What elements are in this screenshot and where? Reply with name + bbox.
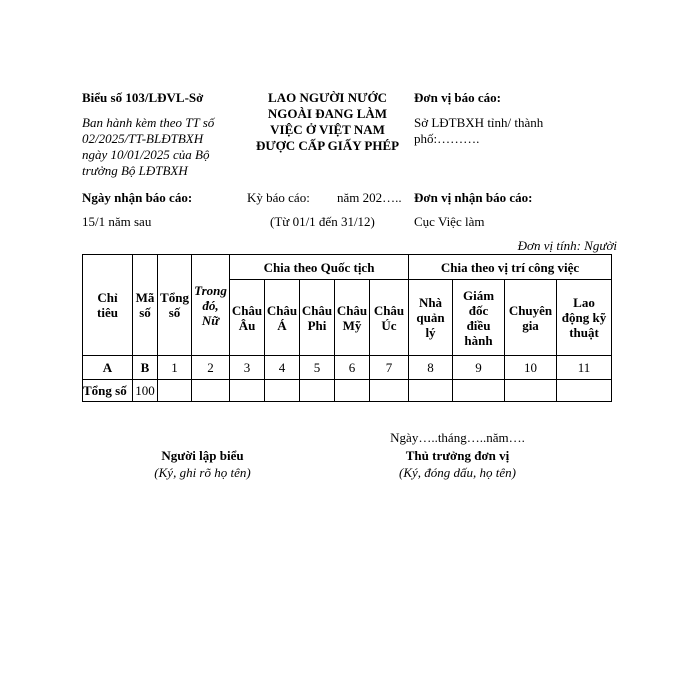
col-oceania: Châu Úc [370, 280, 409, 356]
period-range: (Từ 01/1 đến 31/12) [270, 214, 375, 229]
issued-line: Ban hành kèm theo TT số [82, 115, 215, 130]
head-title: Thủ trưởng đơn vị [405, 448, 510, 463]
col-africa: Châu Phi [300, 280, 335, 356]
col-total: Tổng số [158, 255, 192, 356]
reporting-unit-value [414, 115, 594, 147]
table-cell[interactable] [370, 380, 409, 402]
column-code: A [83, 356, 133, 380]
report-title [240, 90, 415, 154]
col-expert: Chuyên gia [505, 280, 557, 356]
col-america: Châu Mỹ [335, 280, 370, 356]
reporting-unit-line: phố:………. [414, 131, 480, 146]
column-code: 10 [505, 356, 557, 380]
report-table [82, 254, 612, 402]
col-director: Giám đốc điều hành [453, 280, 505, 356]
receiving-unit-label: Đơn vị nhận báo cáo: [414, 190, 533, 205]
title-line: LAO NGƯỜI NƯỚC [268, 90, 387, 105]
title-line: NGOÀI ĐANG LÀM [267, 106, 388, 121]
table-cell[interactable] [158, 380, 192, 402]
table-row [83, 380, 612, 402]
period-year: năm 202….. [337, 190, 402, 205]
table-cell[interactable] [335, 380, 370, 402]
col-code: Mã số [133, 255, 158, 356]
title-line: ĐƯỢC CẤP GIẤY PHÉP [255, 138, 400, 153]
issued-line: 02/2025/TT-BLĐTBXH [82, 131, 204, 146]
total-row-label: Tổng số [83, 380, 133, 402]
col-manager: Nhà quản lý [409, 280, 453, 356]
table-cell[interactable] [409, 380, 453, 402]
title-line: VIỆC Ở VIỆT NAM [270, 122, 385, 137]
receive-date-value: 15/1 năm sau [82, 214, 152, 229]
table-header-row [83, 255, 612, 280]
group-position: Chia theo vị trí công việc [409, 255, 612, 280]
table-cell[interactable] [453, 380, 505, 402]
table-cell[interactable] [192, 380, 230, 402]
issued-line: ngày 10/01/2025 của Bộ [82, 147, 210, 162]
form-code: Biểu số 103/LĐVL-Sở [82, 90, 204, 105]
period-label: Kỳ báo cáo: [247, 190, 310, 205]
table-cell[interactable] [557, 380, 612, 402]
preparer-note: (Ký, ghi rõ họ tên) [154, 465, 251, 480]
table-cell[interactable] [265, 380, 300, 402]
col-europe: Châu Âu [230, 280, 265, 356]
column-code: 6 [335, 356, 370, 380]
total-row-code: 100 [133, 380, 158, 402]
reporting-unit-line: Sở LĐTBXH tỉnh/ thành [414, 115, 544, 130]
issued-by-note [82, 115, 247, 179]
col-asia: Châu Á [265, 280, 300, 356]
column-code: B [133, 356, 158, 380]
column-code-row [83, 356, 612, 380]
col-indicator: Chỉ tiêu [83, 255, 133, 356]
head-note: (Ký, đóng dấu, họ tên) [399, 465, 516, 480]
receiving-unit-value: Cục Việc làm [414, 214, 485, 229]
table-cell[interactable] [505, 380, 557, 402]
column-code: 5 [300, 356, 335, 380]
column-code: 4 [265, 356, 300, 380]
receive-date-label: Ngày nhận báo cáo: [82, 190, 193, 205]
column-code: 7 [370, 356, 409, 380]
col-female: Trong đó, Nữ [192, 255, 230, 356]
signature-date-line: Ngày…..tháng…..năm…. [390, 430, 525, 445]
reporting-unit-label: Đơn vị báo cáo: [414, 90, 502, 105]
col-technical: Lao động kỹ thuật [557, 280, 612, 356]
issued-line: trưởng Bộ LĐTBXH [82, 163, 188, 178]
group-nationality: Chia theo Quốc tịch [230, 255, 409, 280]
column-code: 3 [230, 356, 265, 380]
table-cell[interactable] [230, 380, 265, 402]
column-code: 11 [557, 356, 612, 380]
column-code: 9 [453, 356, 505, 380]
column-code: 1 [158, 356, 192, 380]
unit-note: Đơn vị tính: Người [517, 238, 617, 253]
column-code: 8 [409, 356, 453, 380]
column-code: 2 [192, 356, 230, 380]
preparer-title: Người lập biểu [161, 448, 244, 463]
table-cell[interactable] [300, 380, 335, 402]
